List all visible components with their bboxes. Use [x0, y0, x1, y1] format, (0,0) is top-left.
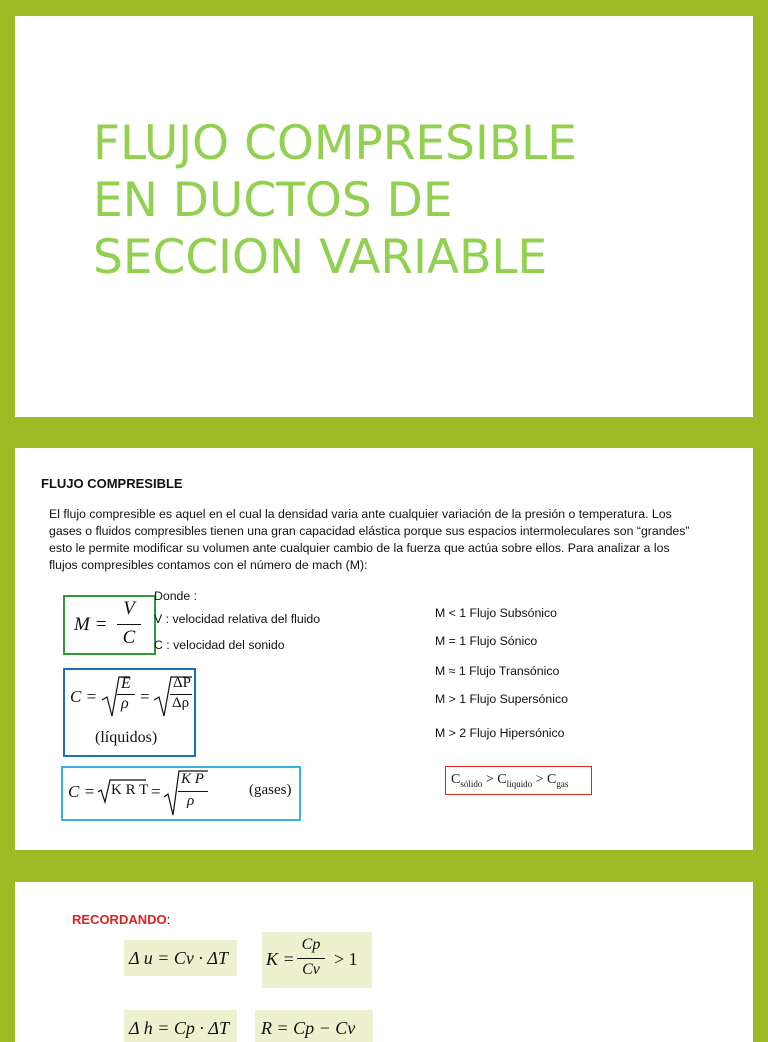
- donde-label: Donde :: [154, 589, 198, 603]
- sound-speed-comparison-box: [445, 766, 592, 795]
- recap-slide: [15, 882, 753, 1042]
- gas-kp: K P: [181, 771, 204, 787]
- fraction-bar: [117, 624, 141, 625]
- gas-rho: ρ: [187, 793, 195, 809]
- enthalpy-equation: Δ h = Cp · ΔT: [124, 1010, 237, 1042]
- gas-eq2: =: [151, 782, 161, 801]
- title-line-2: EN DUCTOS DE: [93, 173, 453, 228]
- paragraph-line: esto le permite modificar su volumen ante cualquier cambio de la fuerza que actúa sobre ellos. Para analizar a los: [49, 541, 670, 555]
- fraction-bar: [297, 958, 325, 959]
- mach-fraction: [117, 598, 141, 650]
- mach-numerator: V: [123, 598, 135, 619]
- gamma-ratio-equation: K = Cp Cv > 1: [262, 932, 372, 988]
- recap-heading: RECORDANDO:: [72, 912, 171, 927]
- liquid-sound-speed-box: [63, 668, 196, 757]
- liquid-lhs: C =: [70, 687, 98, 706]
- title-line-1: FLUJO COMPRESIBLE: [93, 116, 577, 171]
- mach-equation-box: [63, 595, 156, 655]
- mach-lhs: M =: [74, 614, 108, 635]
- gas-lhs: C =: [68, 782, 96, 801]
- flow-type-transonic: M ≈ 1 Flujo Transónico: [435, 664, 560, 678]
- flow-type-supersonic: M > 1 Flujo Supersónico: [435, 692, 568, 706]
- fraction-bar: [178, 791, 208, 792]
- liquid-drho: Δρ: [172, 695, 190, 711]
- liquid-eq2: =: [140, 687, 150, 706]
- liquid-label: (líquidos): [95, 729, 158, 746]
- internal-energy-equation: Δ u = Cv · ΔT: [124, 940, 237, 976]
- title-line-3: SECCION VARIABLE: [93, 230, 548, 285]
- donde-c: C : velocidad del sonido: [154, 638, 285, 652]
- section-heading: FLUJO COMPRESIBLE: [41, 476, 183, 491]
- liquid-dp: ΔP: [173, 675, 191, 691]
- donde-v: V : velocidad relativa del fluido: [154, 612, 321, 626]
- liquid-e: E: [121, 675, 131, 692]
- gas-constant-equation: R = Cp − Cv: [255, 1010, 373, 1042]
- flow-type-hypersonic: M > 2 Flujo Hipersónico: [435, 726, 565, 740]
- paragraph-line: flujos compresibles contamos con el número de mach (M):: [49, 558, 368, 572]
- intro-paragraph: [49, 506, 739, 574]
- content-slide: [15, 448, 753, 850]
- liquid-rho: ρ: [121, 695, 129, 712]
- gas-label: (gases): [249, 782, 292, 798]
- mach-denominator: C: [122, 627, 136, 648]
- title-slide: [15, 16, 753, 417]
- flow-type-subsonic: M < 1 Flujo Subsónico: [435, 606, 558, 620]
- gas-krt: K R T: [111, 782, 149, 798]
- flow-type-sonic: M = 1 Flujo Sónico: [435, 634, 538, 648]
- paragraph-line: El flujo compresible es aquel en el cual la densidad varia ante cualquier variación de la presión o temperatura. Los: [49, 507, 672, 521]
- gas-sound-speed-box: [61, 766, 301, 821]
- paragraph-line: gases o fluidos compresibles tienen una gran capacidad elástica porque sus espacios intermoleculares son “grandes”: [49, 524, 690, 538]
- comparison-text: $C_{sólido} > C_{liquido} > C_{gas}$: [451, 772, 569, 789]
